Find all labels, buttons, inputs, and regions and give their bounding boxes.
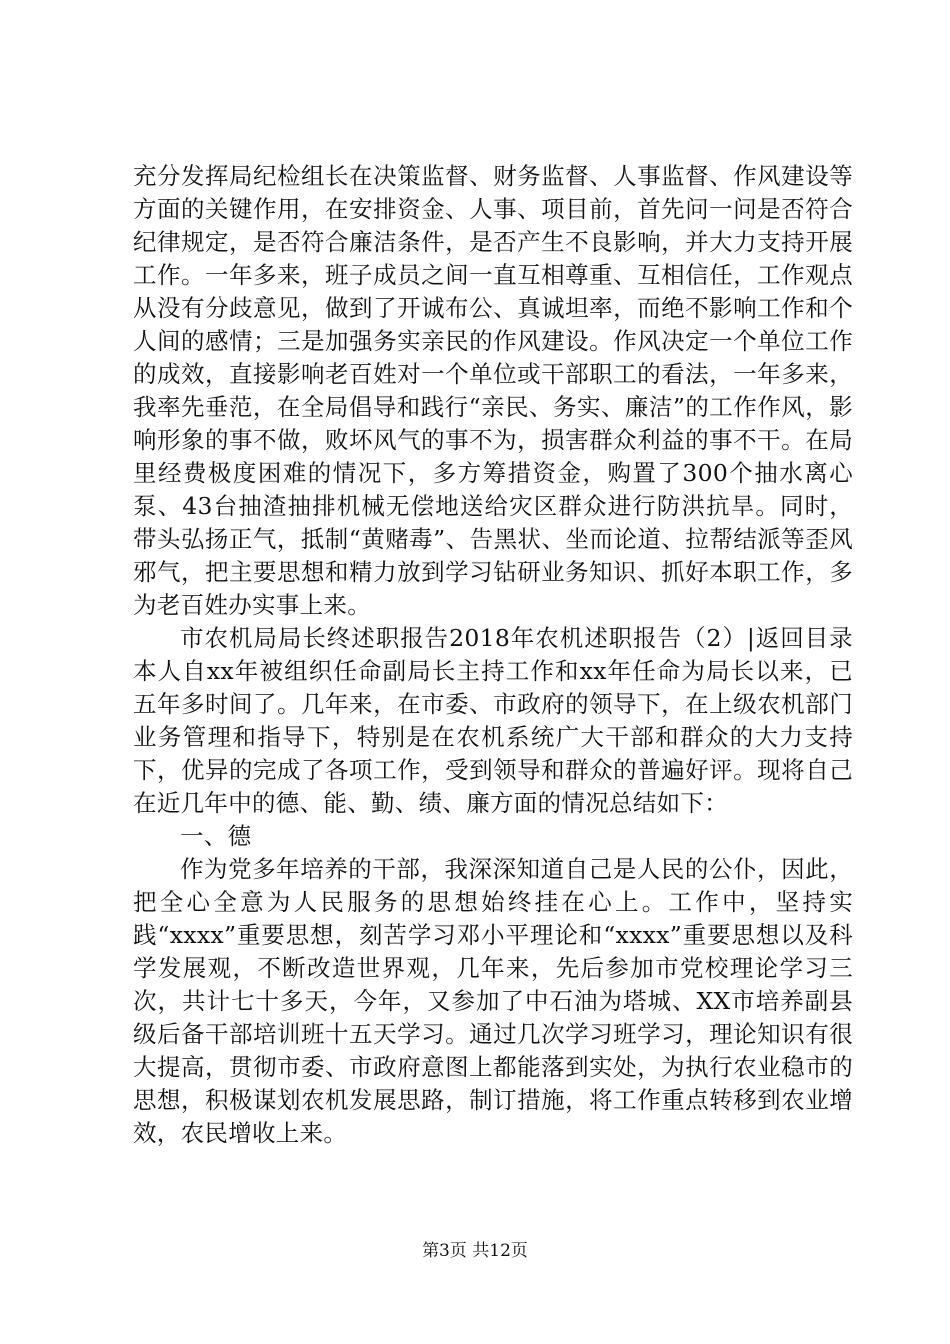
paragraph-continuation: 充分发挥局纪检组长在决策监督、财务监督、人事监督、作风建设等方面的关键作用，在安排资金、人事、项目前，首先问一问是否符合纪律规定，是否符合廉洁条件，是否产生不良影响，并大力支持开展工作。一年多来，班子成员之间一直互相尊重、互相信任，工作观点从没有分歧意见，做到了开诚布公、真诚坦率，而绝不影响工作和个人间的感情；三是加强务实亲民的作风建设。作风决定一个单位工作的成效，直接影响老百姓对一个单位或干部职工的看法，一年多来，我率先垂范，在全局倡导和践行“亲民、务实、廉洁”的工作作风，影响形象的事不做，败坏风气的事不为，损害群众利益的事不干。在局里经费极度困难的情况下，多方筹措资金，购置了300个抽水离心泵、43台抽渣抽排机械无偿地送给灾区群众进行防洪抗旱。同时，带头弘扬正气，抵制“黄赌毒”、告黑状、坐而论道、拉帮结派等歪风邪气，把主要思想和精力放到学习钻研业务知识、抓好本职工作，多为老百姓办实事上来。 <box>133 162 853 619</box>
document-body <box>133 160 853 1150</box>
paragraph-report-intro: 市农机局局长终述职报告2018年农机述职报告（2）|返回目录本人自xx年被组织任命副局长主持工作和xx年任命为局长以来，已五年多时间了。几年来，在市委、市政府的领导下，在上级农机部门业务管理和指导下，特别是在农机系统广大干部和群众的大力支持下，优异的完成了各项工作，受到领导和群众的普遍好评。现将自己在近几年中的德、能、勤、绩、廉方面的情况总结如下： <box>133 624 853 817</box>
page-number-footer: 第3页 共12页 <box>422 1241 528 1261</box>
section-heading-de: 一、德 <box>180 822 252 850</box>
paragraph-de-content: 作为党多年培养的干部，我深深知道自己是人民的公仆，因此，把全心全意为人民服务的思想始终挂在心上。工作中，坚持实践“xxxx”重要思想，刻苦学习邓小平理论和“xxxx”重要思想以及科学发展观，不断改造世界观，几年来，先后参加市党校理论学习三次，共计七十多天，今年，又参加了中石油为塔城、XX市培养副县级后备干部培训班十五天学习。通过几次学习班学习，理论知识有很大提高，贯彻市委、市政府意图上都能落到实处，为执行农业稳市的思想，积极谋划农机发展思路，制订措施，将工作重点转移到农业增效，农民增收上来。 <box>133 855 853 1147</box>
